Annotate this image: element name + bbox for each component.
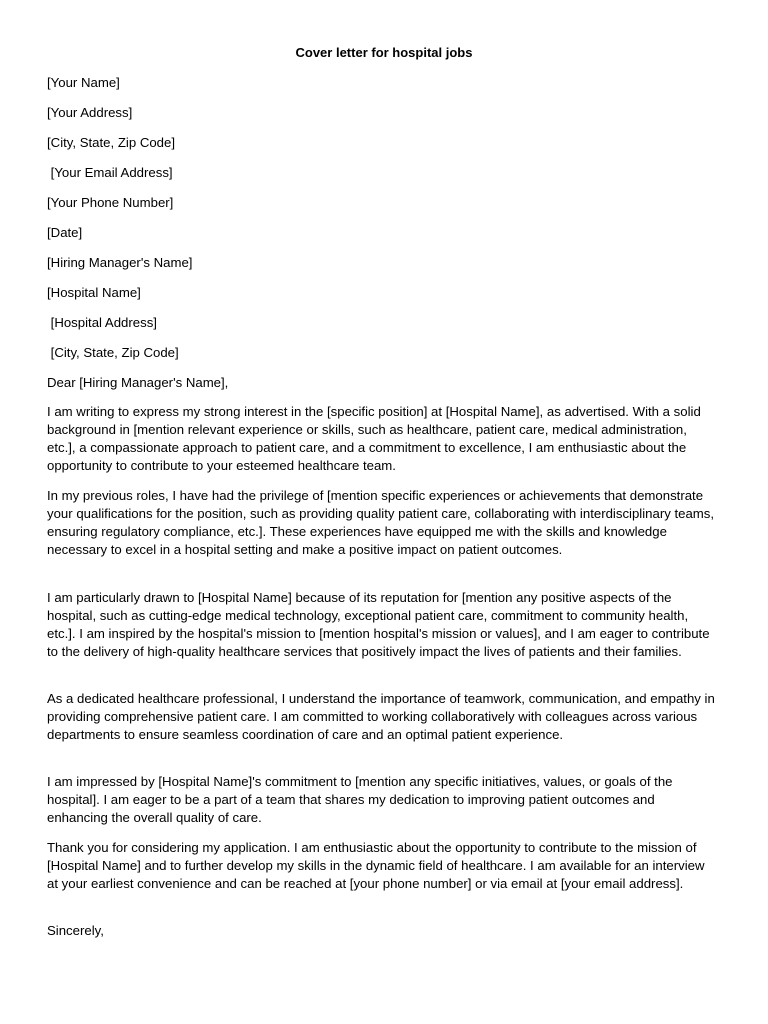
- sender-phone: [Your Phone Number]: [47, 195, 174, 210]
- body-paragraph-4: As a dedicated healthcare professional, I understand the importance of teamwork, communication, and empathy in providing comprehensive patient care. I am committed to working collaboratively with colleagues across various departments to ensure seamless coordination of care and an optimal patient experience.: [47, 691, 715, 743]
- sender-address: [Your Address]: [47, 105, 133, 120]
- body-paragraph-3: I am particularly drawn to [Hospital Name] because of its reputation for [mention any positive aspects of the hospital, such as cutting-edge medical technology, exceptional patient care, commitment to community health, etc.]. I am inspired by the hospital's mission to [mention hospital's mission or values], and I am eager to contribute to the delivery of high-quality healthcare services that positively impact the lives of patients and their families.: [47, 590, 710, 660]
- recipient-manager-name: [Hiring Manager's Name]: [47, 255, 193, 270]
- body-paragraph-5: I am impressed by [Hospital Name]'s commitment to [mention any specific initiatives, values, or goals of the hospital]. I am eager to be a part of a team that shares my dedication to improving patient outcomes and enhancing the overall quality of care.: [47, 774, 673, 826]
- letter-date: [Date]: [47, 225, 83, 240]
- sender-name: [Your Name]: [47, 75, 120, 90]
- body-paragraph-6: Thank you for considering my application. I am enthusiastic about the opportunity to contribute to the mission of [Hospital Name] and to further develop my skills in the dynamic field of healthcare. I am available for an interview at your earliest convenience and can be reached at [your phone number] or via email at [your email address].: [47, 840, 705, 892]
- recipient-city-state-zip: [City, State, Zip Code]: [47, 345, 179, 360]
- closing: Sincerely,: [47, 923, 104, 938]
- body-paragraph-1: I am writing to express my strong interest in the [specific position] at [Hospital Name], as advertised. With a solid background in [mention relevant experience or skills, such as healthcare, patient care, medical administration, etc.], a compassionate approach to patient care, and a commitment to excellence, I am enthusiastic about the opportunity to contribute to your esteemed healthcare team.: [47, 404, 701, 474]
- sender-city-state-zip: [City, State, Zip Code]: [47, 135, 176, 150]
- document-title: Cover letter for hospital jobs: [295, 45, 473, 60]
- recipient-hospital-name: [Hospital Name]: [47, 285, 141, 300]
- recipient-hospital-address: [Hospital Address]: [47, 315, 157, 330]
- body-paragraph-2: In my previous roles, I have had the privilege of [mention specific experiences or achievements that demonstrate your qualifications for the position, such as providing quality patient care, collaborating with interdisciplinary teams, ensuring regulatory compliance, etc.]. These experiences have equipped me with the skills and knowledge necessary to excel in a hospital setting and make a positive impact on patient outcomes.: [47, 488, 715, 558]
- sender-email: [Your Email Address]: [47, 165, 173, 180]
- salutation: Dear [Hiring Manager's Name],: [47, 375, 229, 390]
